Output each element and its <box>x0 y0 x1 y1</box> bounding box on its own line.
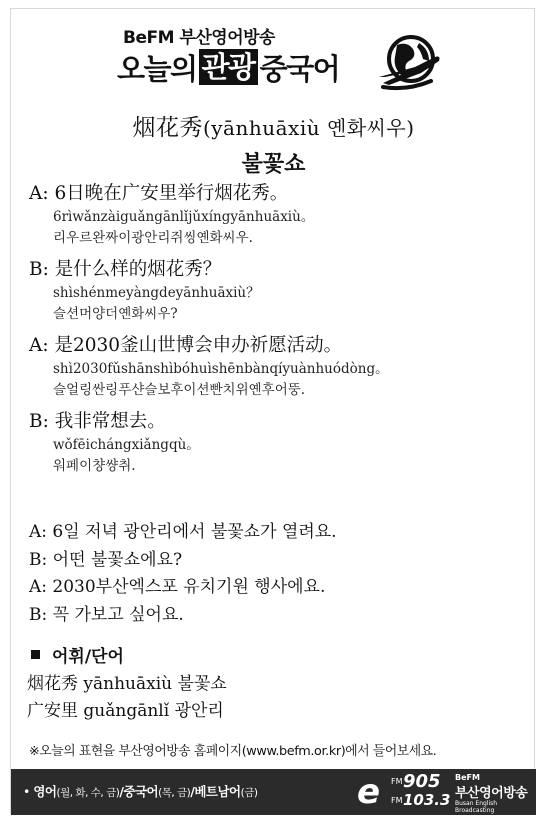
dialog-turn <box>29 333 529 401</box>
chinese-line: 是2030釜山世博会申办祈愿活动。 <box>54 335 343 356</box>
square-bullet-icon <box>31 650 40 659</box>
translation-line <box>29 602 529 630</box>
korean-reading-line: 워페이챵썅취. <box>53 458 136 474</box>
speaker-label: B: <box>29 411 49 432</box>
befm-logo <box>357 771 533 814</box>
speaker-label: A: <box>29 183 49 204</box>
pinyin-line: shì2030fǔshānshìbóhuìshēnbànqíyuànhuódòng。 <box>53 361 389 377</box>
logo-fm-top: FM <box>391 777 403 786</box>
vocab-item: 烟花秀 yānhuāxiù 불꽃쇼 <box>27 674 227 694</box>
expression-pinyin-korean: (yānhuāxiù 옌화씨우) <box>202 116 415 140</box>
bullet: • <box>23 784 30 799</box>
chinese-line: 是什么样的烟花秀？ <box>54 259 222 280</box>
dialog-section <box>29 181 529 485</box>
speaker-label: A: <box>29 522 48 542</box>
speaker-label: B: <box>29 259 49 280</box>
program-title-part-a: 오늘의 <box>117 51 197 86</box>
pinyin-line: wǒfēichángxiǎngqù。 <box>53 437 200 453</box>
chinese-line: 我非常想去。 <box>54 411 166 432</box>
logo-frequency-bottom: 103.3 <box>403 791 451 809</box>
brand-top-label: BeFM 부산영어방송 <box>123 28 275 48</box>
translation-line <box>29 547 529 575</box>
vocab-heading <box>29 642 124 667</box>
korean-reading-line: 리우르완짜이광안리쥐씽옌화씨우. <box>53 230 253 246</box>
korean-reading-line: 슬션머양더옌화씨우? <box>53 306 178 322</box>
speaker-label: B: <box>29 604 48 625</box>
globe-airplane-icon <box>377 31 443 93</box>
logo-frequency-top: 905 <box>403 771 441 792</box>
vocab-heading-text: 어휘/단어 <box>52 647 124 667</box>
expression-hanzi: 烟花秀 <box>132 115 203 141</box>
article-card <box>10 8 535 814</box>
logo-fm-bottom: FM <box>391 796 403 805</box>
website-note: ※오늘의 표현을 부산영어방송 홈페이지(www.befm.or.kr)에서 들어보세요. <box>29 744 437 759</box>
program-title-boxed: 관광 <box>199 49 258 85</box>
translation-line <box>29 519 529 547</box>
speaker-label: B: <box>29 549 48 570</box>
translation-line <box>29 574 529 602</box>
befm-e-logo-icon: e <box>357 772 381 812</box>
expression-korean: 불꽃쇼 <box>241 152 306 177</box>
pinyin-line: shìshénmeyàngdeyānhuāxiù？ <box>53 285 260 301</box>
logo-brand-small: BeFM <box>455 773 480 782</box>
translation-text: 2030부산엑스포 유치기원 행사에요. <box>52 577 326 597</box>
translation-text: 6일 저녁 광안리에서 불꽃쇼가 열려요. <box>52 522 337 542</box>
speaker-label: A: <box>29 577 48 597</box>
chinese-line: 6日晚在广安里举行烟花秀。 <box>54 183 289 204</box>
dialog-turn <box>29 181 529 249</box>
korean-reading-line: 슬얼링싼링푸샨슬보후이션빤치위옌후어뚱. <box>53 382 306 398</box>
language-english: 영어 <box>33 784 57 799</box>
days-english: (월, 화, 수, 금) <box>56 787 120 799</box>
language-chinese: /중국어 <box>119 784 159 799</box>
vocab-item: 广安里 guǎngānlǐ 광안리 <box>27 701 224 721</box>
header <box>11 23 536 103</box>
logo-brand-english: Busan English Broadcasting <box>455 800 498 814</box>
days-chinese: (목, 금) <box>158 787 191 799</box>
vocab-list <box>27 671 527 725</box>
translation-text: 어떤 불꽃쇼에요? <box>52 549 183 570</box>
dialog-turn <box>29 409 529 477</box>
logo-brand-name: 부산영어방송 <box>455 786 528 801</box>
translation-text: 꼭 가보고 싶어요. <box>52 604 184 625</box>
program-title-part-b: 중국어 <box>259 51 340 86</box>
days-vietnamese: (금) <box>240 787 258 799</box>
speaker-label: A: <box>29 335 49 356</box>
expression-title <box>11 109 536 142</box>
broadcast-schedule <box>23 769 257 815</box>
dialog-turn <box>29 257 529 325</box>
translation-section <box>29 519 529 629</box>
footer-bar <box>11 769 536 815</box>
pinyin-line: 6rìwǎnzàiguǎngānlǐjǔxíngyānhuāxiù。 <box>53 209 315 225</box>
language-vietnamese: /베트남어 <box>190 784 241 799</box>
program-title <box>117 47 339 87</box>
